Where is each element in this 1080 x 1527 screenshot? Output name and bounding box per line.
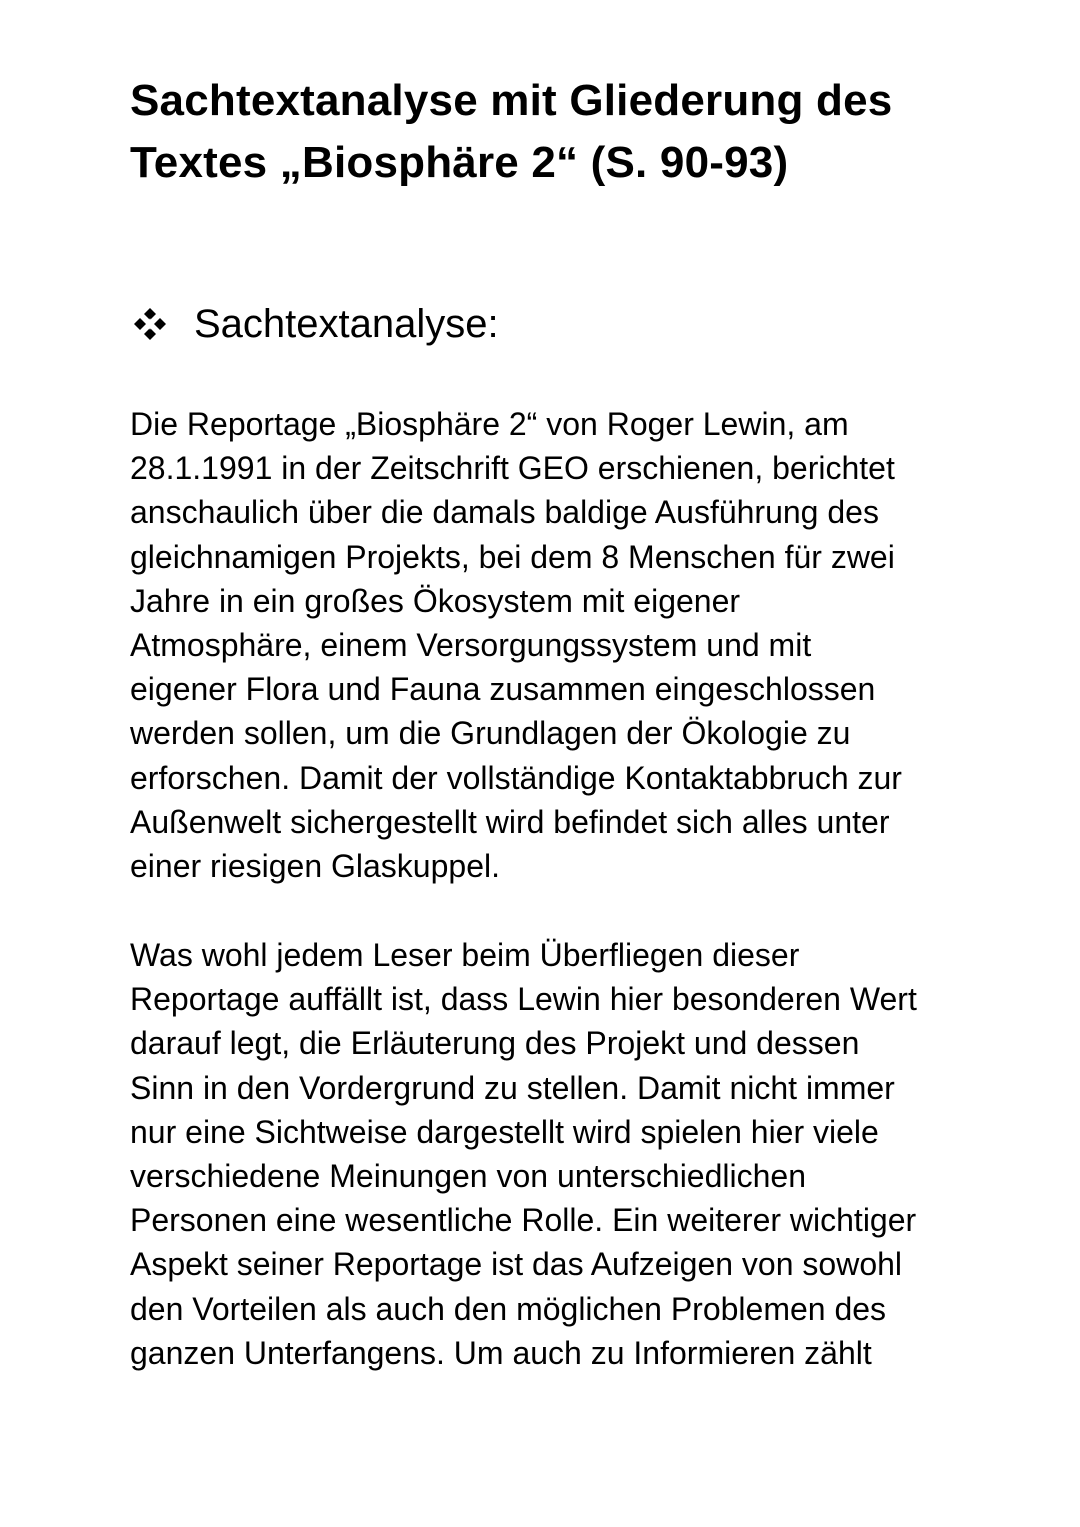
text-line: Jahre in ein großes Ökosystem mit eigener	[130, 582, 741, 619]
text-line: Außenwelt sichergestellt wird befindet sich alles unter	[130, 803, 890, 840]
text-line: nur eine Sichtweise dargestellt wird spielen hier viele	[130, 1113, 879, 1150]
text-line: erforschen. Damit der vollständige Kontaktabbruch zur	[130, 759, 902, 796]
title-line: Sachtextanalyse mit Gliederung des	[130, 76, 893, 125]
text-line: ganzen Unterfangens. Um auch zu Informieren zählt	[130, 1334, 872, 1371]
text-line: anschaulich über die damals baldige Ausführung des	[130, 494, 879, 531]
text-line: darauf legt, die Erläuterung des Projekt und dessen	[130, 1025, 860, 1062]
text-line: Reportage auffällt ist, dass Lewin hier besonderen Wert	[130, 981, 917, 1018]
text-line: werden sollen, um die Grundlagen der Ökologie zu	[130, 715, 851, 752]
page-title	[130, 70, 1010, 194]
text-line: den Vorteilen als auch den möglichen Problemen des	[130, 1290, 887, 1327]
text-line: Sinn in den Vordergrund zu stellen. Damit nicht immer	[130, 1069, 895, 1106]
paragraph	[130, 933, 1010, 1375]
text-line: Personen eine wesentliche Rolle. Ein weiterer wichtiger	[130, 1202, 917, 1239]
text-line: gleichnamigen Projekts, bei dem 8 Menschen für zwei	[130, 538, 895, 575]
text-line: Die Reportage „Biosphäre 2“ von Roger Lewin, am	[130, 406, 849, 442]
text-line: verschiedene Meinungen von unterschiedlichen	[130, 1158, 806, 1195]
text-line: eigener Flora und Fauna zusammen eingeschlossen	[130, 671, 876, 708]
section-heading	[132, 296, 499, 352]
text-line: Was wohl jedem Leser beim Überfliegen dieser	[130, 937, 800, 973]
title-line: Textes „Biosphäre 2“ (S. 90-93)	[130, 138, 789, 187]
text-line: einer riesigen Glaskuppel.	[130, 848, 500, 885]
paragraph	[130, 402, 1010, 888]
text-line: Atmosphäre, einem Versorgungssystem und mit	[130, 627, 812, 664]
section-label: Sachtextanalyse:	[194, 302, 499, 346]
four-diamond-bullet-icon	[132, 306, 168, 342]
text-line: 28.1.1991 in der Zeitschrift GEO erschienen, berichtet	[130, 450, 895, 487]
text-line: Aspekt seiner Reportage ist das Aufzeigen von sowohl	[130, 1246, 903, 1283]
